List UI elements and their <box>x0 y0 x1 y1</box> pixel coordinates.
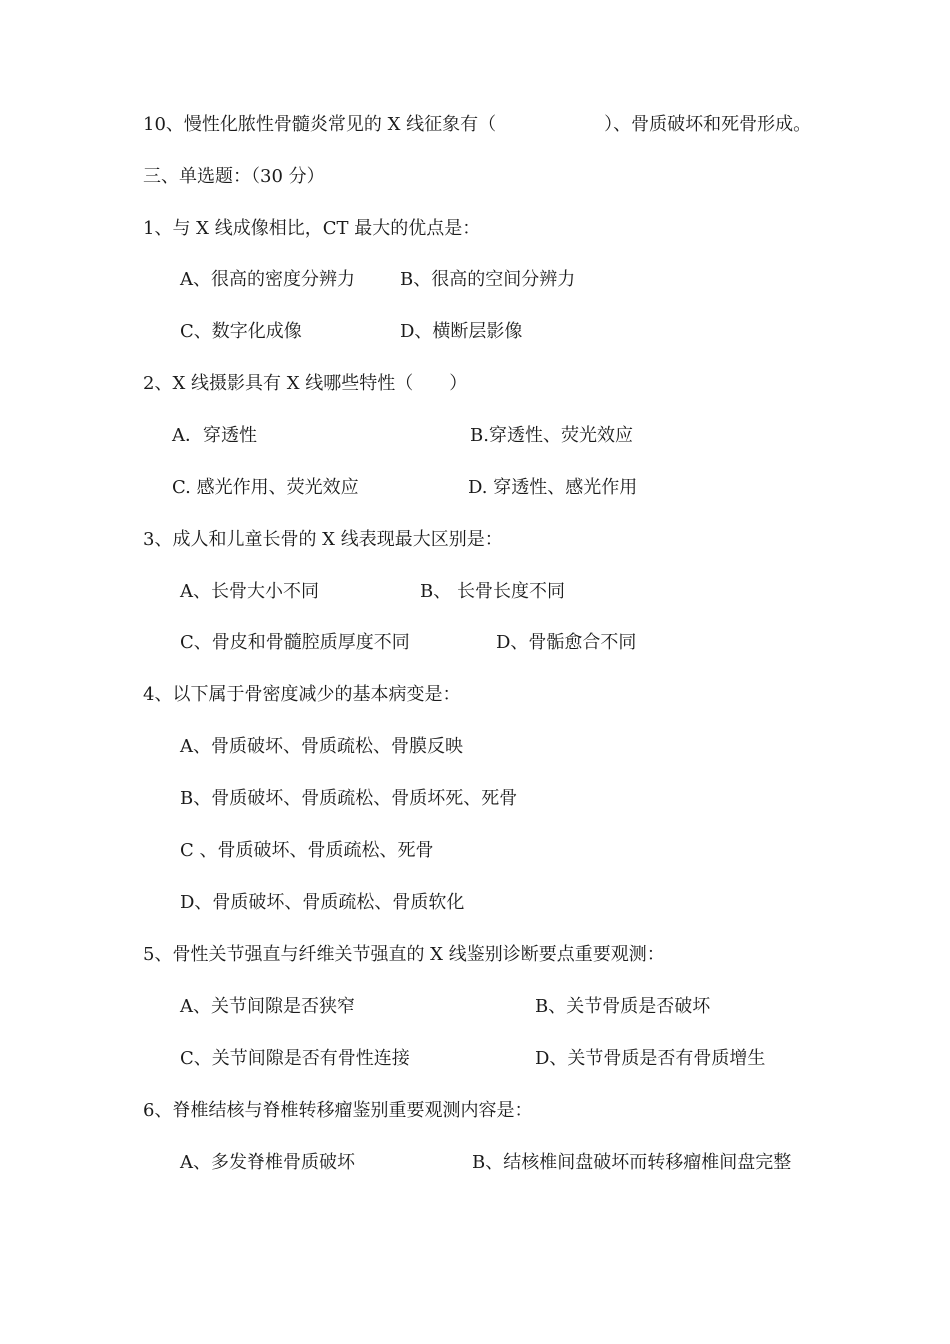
question-10-fill-in <box>143 116 811 134</box>
option-a: A、长骨大小不同 <box>180 581 319 602</box>
option-d: D、骨骺愈合不同 <box>496 632 637 653</box>
option-b: B、结核椎间盘破坏而转移瘤椎间盘完整 <box>472 1152 792 1173</box>
question-10-text-after: ）、骨质破坏和死骨形成。 <box>604 114 812 135</box>
option-c: C、数字化成像 <box>180 321 302 342</box>
option-a: A、骨质破坏、骨质疏松、骨膜反映 <box>180 736 463 757</box>
question-stem: 5、骨性关节强直与纤维关节强直的 X 线鉴别诊断要点重要观测： <box>143 944 665 965</box>
question-10-text-before: 10、慢性化脓性骨髓炎常见的 X 线征象有（ <box>143 114 497 135</box>
option-c: C. 感光作用、荧光效应 <box>172 477 359 498</box>
section-title: 三、单选题：（30 分） <box>143 166 325 187</box>
option-d: D、关节骨质是否有骨质增生 <box>535 1048 766 1069</box>
option-c: C 、骨质破坏、骨质疏松、死骨 <box>180 840 434 861</box>
option-b: B、很高的空间分辨力 <box>400 269 576 290</box>
option-d: D、横断层影像 <box>400 321 523 342</box>
option-c: C、骨皮和骨髓腔质厚度不同 <box>180 632 410 653</box>
option-b: B.穿透性、荧光效应 <box>470 425 633 446</box>
option-b: B、骨质破坏、骨质疏松、骨质坏死、死骨 <box>180 788 518 809</box>
question-stem: 4、以下属于骨密度减少的基本病变是： <box>143 684 461 705</box>
option-a: A、关节间隙是否狭窄 <box>180 996 355 1017</box>
option-a: A．穿透性 <box>172 425 257 446</box>
question-stem: 1、与 X 线成像相比，CT 最大的优点是： <box>143 218 481 239</box>
option-b: B、 长骨长度不同 <box>420 581 565 602</box>
option-d: D、骨质破坏、骨质疏松、骨质软化 <box>180 892 465 913</box>
option-a: A、很高的密度分辨力 <box>180 269 355 290</box>
option-d: D. 穿透性、感光作用 <box>468 477 638 498</box>
option-b: B、关节骨质是否破坏 <box>535 996 711 1017</box>
question-stem: 6、脊椎结核与脊椎转移瘤鉴别重要观测内容是： <box>143 1100 533 1121</box>
option-a: A、多发脊椎骨质破坏 <box>180 1152 355 1173</box>
question-stem: 2、X 线摄影具有 X 线哪些特性（ ） <box>143 373 468 394</box>
question-stem: 3、成人和儿童长骨的 X 线表现最大区别是： <box>143 529 503 550</box>
option-c: C、关节间隙是否有骨性连接 <box>180 1048 410 1069</box>
